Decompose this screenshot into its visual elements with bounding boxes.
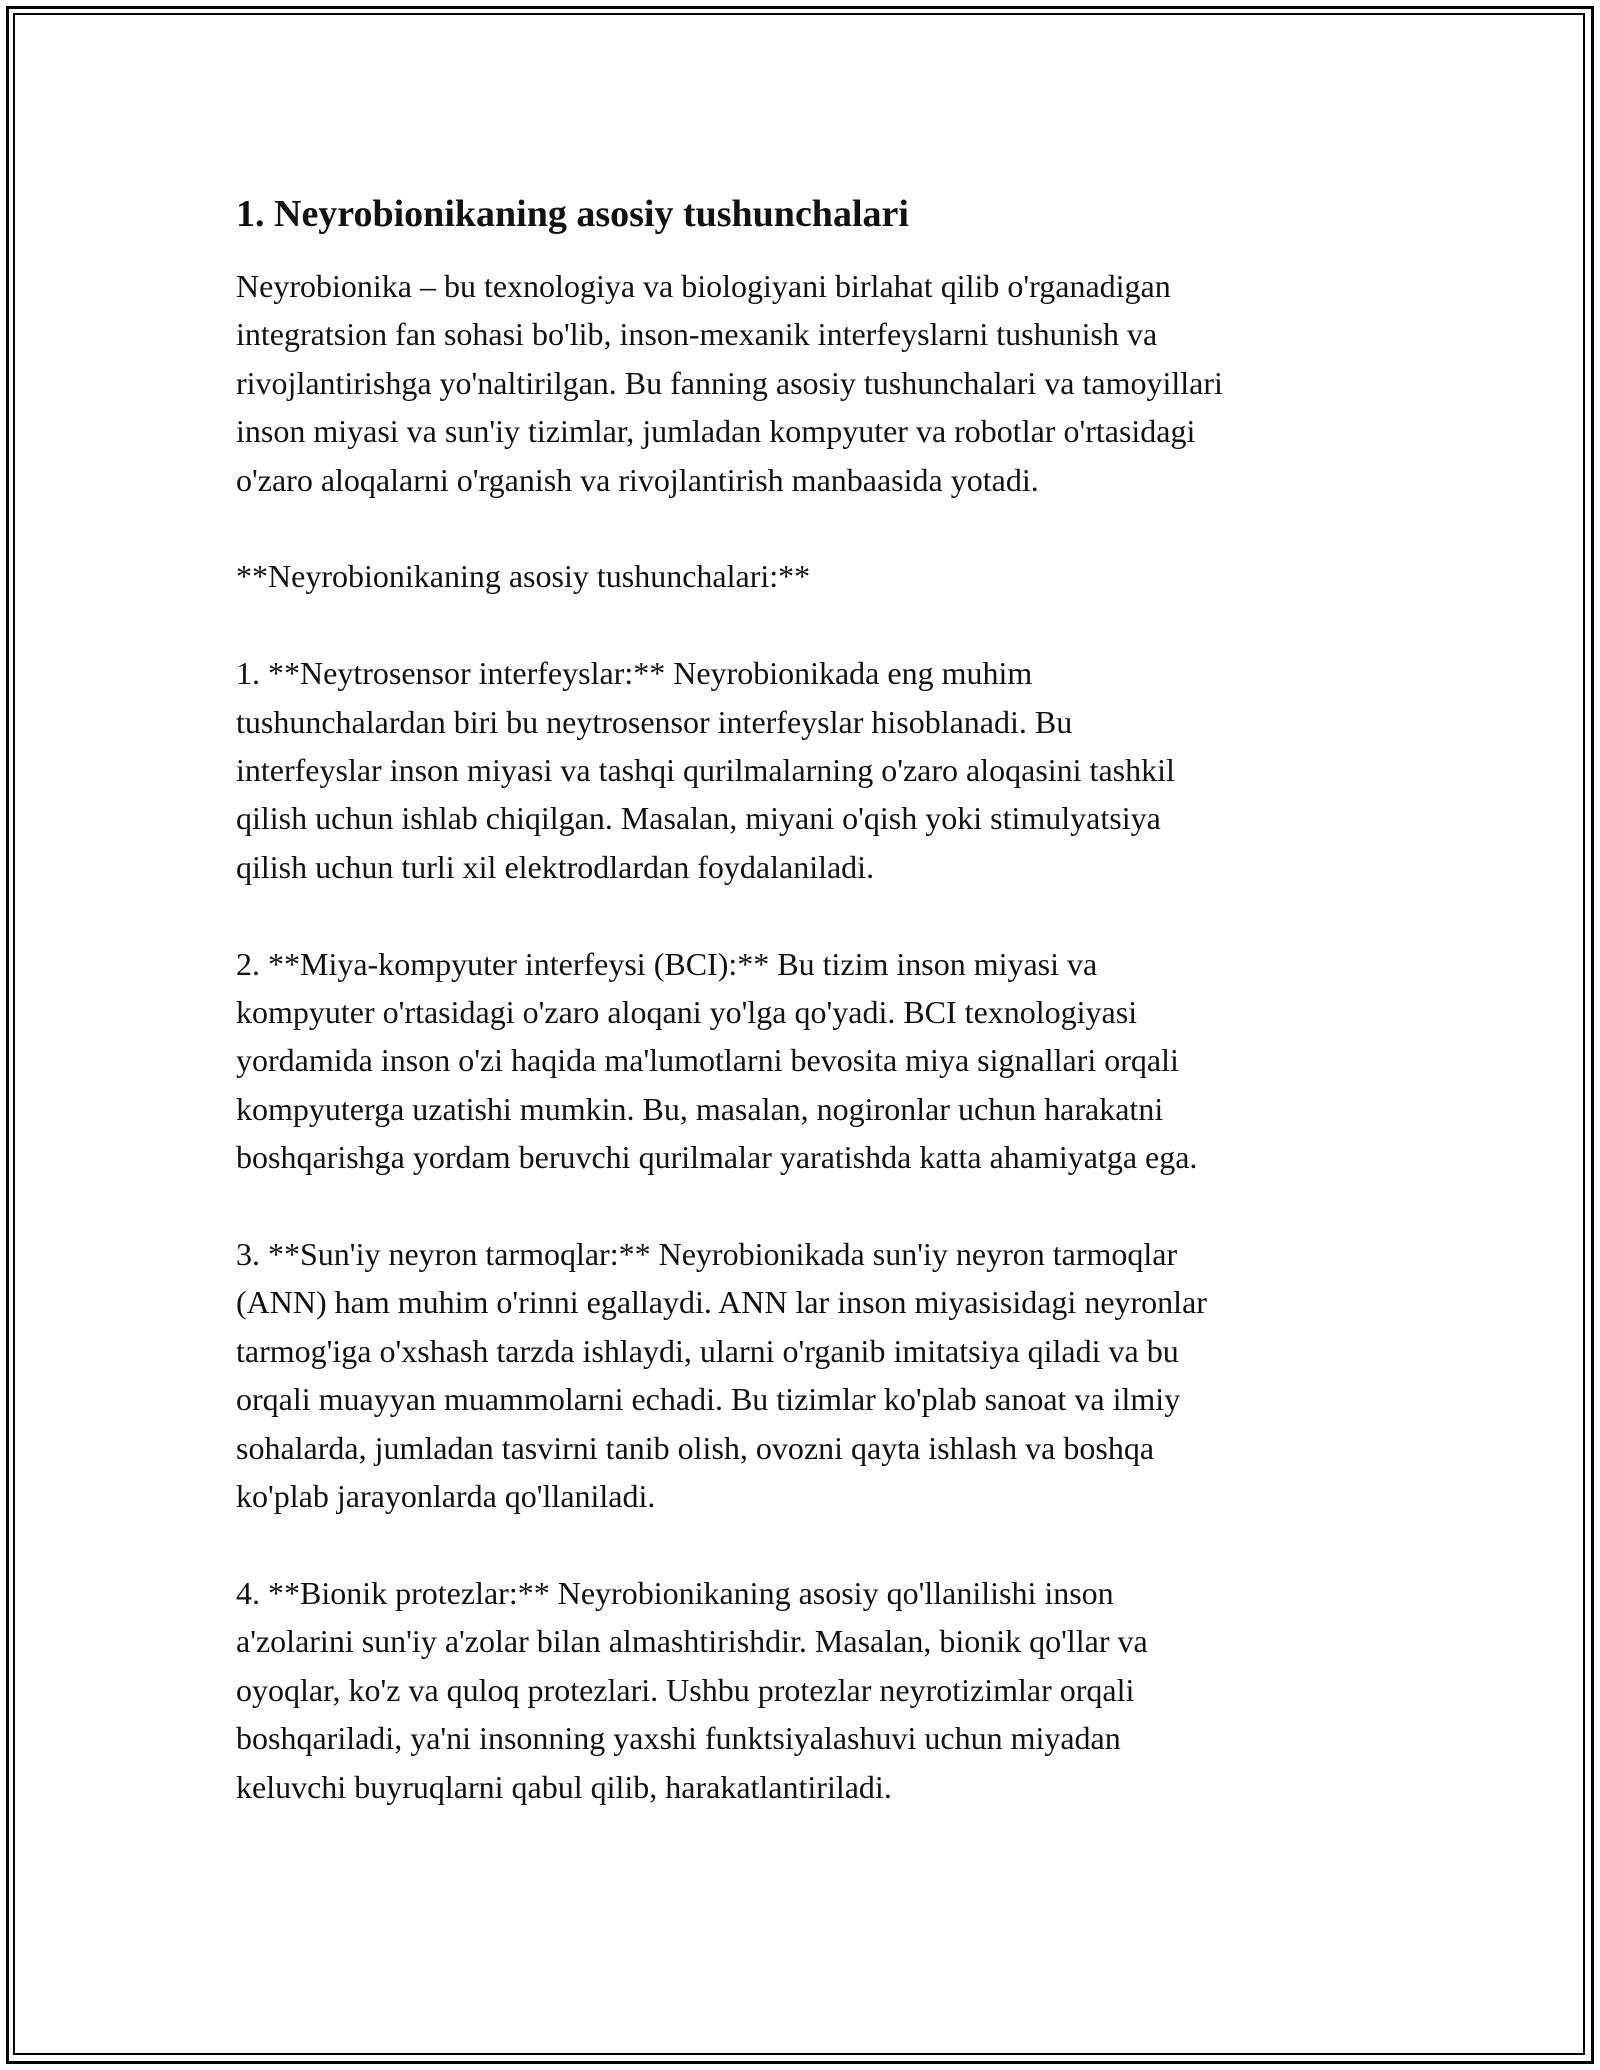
- section-heading: **Neyrobionikaning asosiy tushunchalari:**: [236, 558, 811, 595]
- list-item-bci: 2. **Miya-kompyuter interfeysi (BCI):** Bu tizim inson miyasi va kompyuter o'rtasidagi o'zaro aloqani yo'lga qo'yadi. BCI texnologiyasi yordamida inson o'zi haqida ma'lumotlarni bevosita miya signallari orqali kompyuterga uzatishi mumkin. Bu, masalan, nogironlar uchun harakatni boshqarishga yordam beruvchi qurilmalar yaratishda katta ahamiyatga ega.: [236, 945, 1198, 1176]
- document-title: 1. Neyrobionikaning asosiy tushunchalari: [236, 193, 909, 235]
- list-item-protezlar: 4. **Bionik protezlar:** Neyrobionikaning asosiy qo'llanilishi inson a'zolarini sun'iy a'zolar bilan almashtirishdir. Masalan, bionik qo'llar va oyoqlar, ko'z va quloq protezlari. Ushbu protezlar neyrotizimlar orqali boshqariladi, ya'ni insonning yaxshi funktsiyalashuvi uchun miyadan keluvchi buyruqlarni qabul qilib, harakatlantiriladi.: [236, 1574, 1148, 1805]
- list-item-neytrosensor: 1. **Neytrosensor interfeyslar:** Neyrobionikada eng muhim tushunchalardan biri bu neytrosensor interfeyslar hisoblanadi. Bu interfeyslar inson miyasi va tashqi qurilmalarning o'zaro aloqasini tashkil qilish uchun ishlab chiqilgan. Masalan, miyani o'qish yoki stimulyatsiya qilish uchun turli xil elektrodlardan foydalaniladi.: [236, 655, 1175, 885]
- list-item-ann: 3. **Sun'iy neyron tarmoqlar:** Neyrobionikada sun'iy neyron tarmoqlar (ANN) ham muhim o'rinni egallaydi. ANN lar inson miyasisidagi neyronlar tarmog'iga o'xshash tarzda ishlaydi, ularni o'rganib imitatsiya qiladi va bu orqali muayyan muammolarni echadi. Bu tizimlar ko'plab sanoat va ilmiy sohalarda, jumladan tasvirni tanib olish, ovozni qayta ishlash va boshqa ko'plab jarayonlarda qo'llaniladi.: [236, 1236, 1207, 1515]
- intro-paragraph: Neyrobionika – bu texnologiya va biologiyani birlahat qilib o'rganadigan integratsion fan sohasi bo'lib, inson-mexanik interfeyslarni tushunish va rivojlantirishga yo'naltirilgan. Bu fanning asosiy tushunchalari va tamoyillari inson miyasi va sun'iy tizimlar, jumladan kompyuter va robotlar o'rtasidagi o'zaro aloqalarni o'rganish va rivojlantirish manbaasida yotadi.: [236, 268, 1223, 498]
- document-body: [236, 186, 1366, 1859]
